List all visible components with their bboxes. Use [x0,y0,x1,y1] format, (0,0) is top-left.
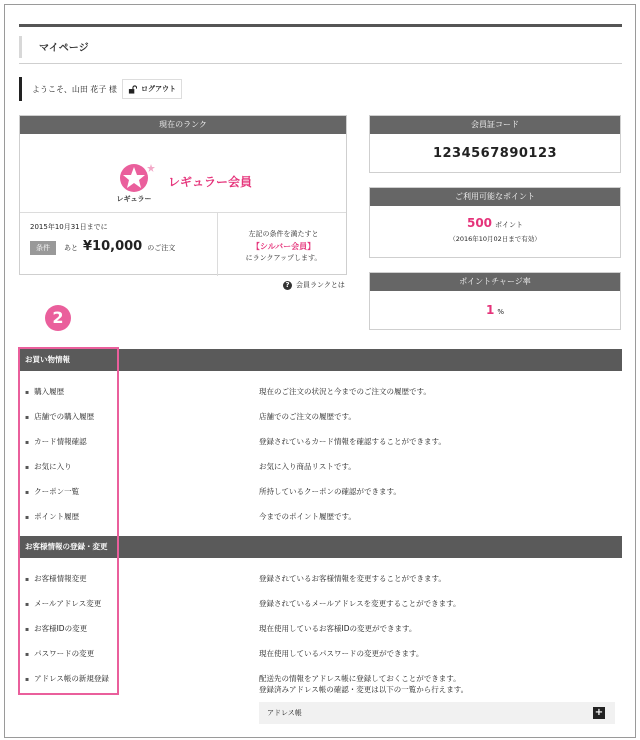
menu-item-label: ▪ メールアドレス変更 [25,598,101,609]
charge-rate-panel [369,272,621,330]
menu-item-label: ▪ 店舗での購入履歴 [25,411,94,422]
points-panel [369,187,621,258]
menu-item-label: ▪ パスワードの変更 [25,648,94,659]
unlock-icon [128,85,137,94]
menu-item-coupons[interactable] [19,484,622,500]
menu-item-store-purchase-history[interactable] [19,409,622,425]
rank-badge-text: レギュラー [116,194,152,203]
menu-item-desc: 登録されているカード情報を確認することができます。 [259,437,446,446]
menu-item-desc: 登録されているお客様情報を変更することができます。 [259,574,446,583]
menu-item-desc: 配送先の情報をアドレス帳に登録しておくことができます。 [259,674,461,683]
points-value: 500 [466,216,493,230]
menu-item-label: ▪ カード情報確認 [25,436,87,447]
rank-help-link[interactable] [283,280,345,290]
points-header: ご利用可能なポイント [370,188,620,206]
title-accent [19,36,22,58]
menu-item-label: ▪ 購入履歴 [25,386,64,397]
menu-item-desc: 現在使用しているパスワードの変更ができます。 [259,649,424,658]
condition-badge: 条件 [30,241,56,255]
menu-item-id-change[interactable] [19,621,622,637]
condition-prefix: あと [64,244,78,252]
menu-item-label: ▪ お気に入り [25,461,72,472]
menu-item-desc: 登録されているメールアドレスを変更することができます。 [259,599,461,608]
rank-help-label: 会員ランクとは [296,281,345,289]
points-amount [370,216,620,230]
current-rank-name: レギュラー会員 [167,175,252,189]
menu-item-point-history[interactable] [19,509,622,525]
menu-item-label: ▪ クーポン一覧 [25,486,79,497]
welcome-message: ようこそ、山田 花子 様 [19,77,117,101]
logout-button[interactable] [122,79,182,99]
condition-amount: ¥10,000 [83,239,143,254]
menu-item-desc: 所持しているクーポンの確認ができます。 [259,487,401,496]
rank-condition [20,213,218,276]
menu-item-desc: お気に入り商品リストです。 [259,462,356,471]
rank-deadline: 2015年10月31日までに [30,223,108,231]
menu-item-label: ▪ アドレス帳の新規登録 [25,673,109,684]
menu-item-label: ▪ お客様IDの変更 [25,623,87,634]
next-rank-line3: にランクアップします。 [245,254,322,262]
charge-rate-unit: % [497,308,504,316]
charge-rate [370,303,620,317]
rank-header: 現在のランク [20,116,346,134]
member-code-header: 会員証コード [370,116,620,134]
charge-rate-header: ポイントチャージ率 [370,273,620,291]
address-book-accordion[interactable] [259,702,615,724]
customer-section-header: お客様情報の登録・変更 [19,536,622,558]
menu-item-label: ▪ ポイント履歴 [25,511,79,522]
menu-item-desc-2: 登録済みアドレス帳の確認・変更は以下の一覧から行えます。 [259,685,469,694]
menu-item-address-book-new[interactable] [19,671,622,697]
page-title: マイページ [39,43,89,54]
menu-item-purchase-history[interactable] [19,384,622,400]
points-unit: ポイント [495,221,524,229]
menu-item-desc: 店舗でのご注文の履歴です。 [259,412,356,421]
menu-item-favorites[interactable] [19,459,622,475]
next-rank-line1: 左記の条件を満たすと [248,230,319,238]
purchase-section-header: お買い物情報 [19,349,622,371]
menu-item-password-change[interactable] [19,646,622,662]
condition-suffix: のご注文 [147,244,176,252]
address-book-label: アドレス帳 [267,709,302,717]
charge-rate-value: 1 [485,303,495,317]
logout-label: ログアウト [141,85,176,93]
menu-item-card-info[interactable] [19,434,622,450]
menu-item-email-change[interactable] [19,596,622,612]
plus-icon[interactable]: + [594,707,604,718]
member-code-value: 1234567890123 [432,146,558,161]
next-rank-name: 【シルバー会員】 [251,242,316,251]
menu-item-label: ▪ お客様情報変更 [25,573,87,584]
annotation-badge: 2 [45,305,71,331]
menu-item-customer-info[interactable] [19,571,622,587]
menu-item-desc: 現在使用しているお客様IDの変更ができます。 [259,624,417,633]
question-icon: ? [283,281,292,290]
rank-condition-area [20,212,346,275]
rank-star-icon [114,161,158,203]
rank-panel [19,115,347,275]
menu-item-desc: 今までのポイント履歴です。 [259,512,356,521]
points-expiry: （2016年10月02日まで有効） [449,235,541,243]
member-code-panel [369,115,621,173]
menu-item-desc: 現在のご注文の状況と今までのご注文の履歴です。 [259,387,431,396]
condition-text [64,239,175,254]
next-rank-info [219,213,348,276]
page-title-bar [19,24,622,64]
